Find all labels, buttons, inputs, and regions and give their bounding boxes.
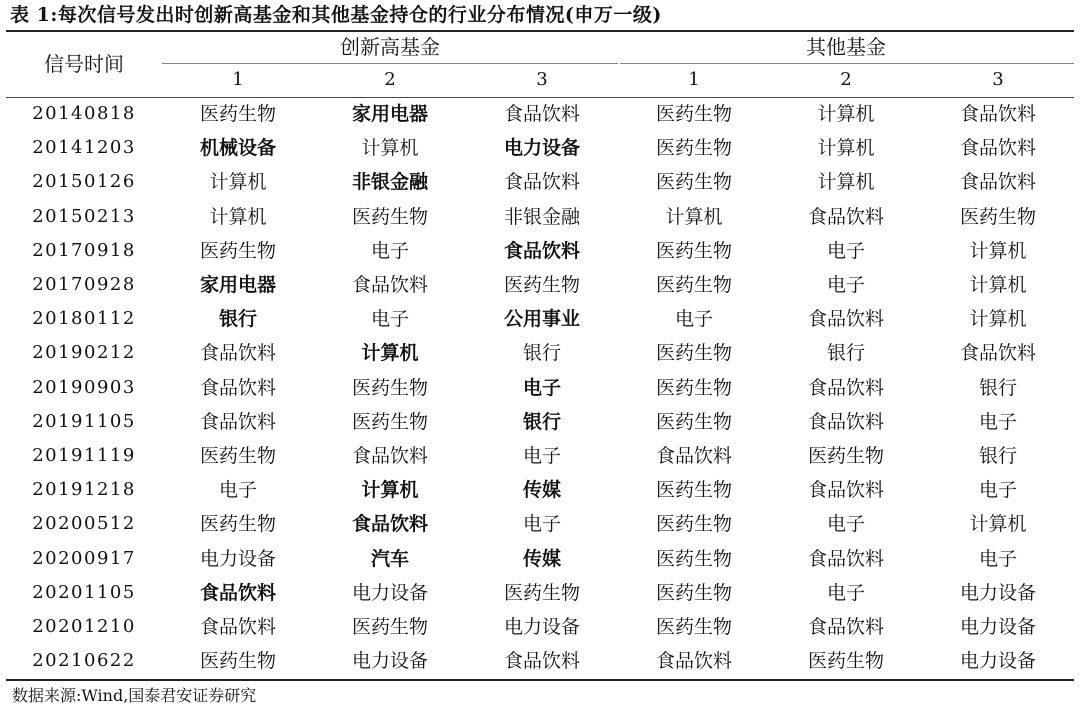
signal-date-cell: 20201210 xyxy=(32,616,136,638)
other-fund-industry-cell: 医药生物 xyxy=(656,103,733,125)
new-high-fund-industry-cell: 食品饮料 xyxy=(351,274,428,297)
signal-date-cell: 20210622 xyxy=(32,650,136,672)
other-fund-industry-cell: 银行 xyxy=(979,445,1018,468)
other-fund-industry-cell: 医药生物 xyxy=(656,410,733,433)
other-fund-industry-cell: 食品饮料 xyxy=(808,205,885,228)
new-high-fund-industry-cell: 食品饮料 xyxy=(351,513,428,536)
other-fund-industry-cell: 医药生物 xyxy=(656,342,733,365)
other-fund-industry-cell: 医药生物 xyxy=(808,445,885,468)
signal-date-cell: 20140818 xyxy=(32,103,136,124)
other-fund-industry-cell: 医药生物 xyxy=(656,376,733,399)
other-fund-industry-cell: 计算机 xyxy=(969,274,1027,297)
table-row xyxy=(6,576,1074,610)
table-row xyxy=(6,473,1074,507)
new-high-fund-industry-cell: 医药生物 xyxy=(351,376,428,399)
other-fund-industry-cell: 食品饮料 xyxy=(808,616,885,639)
other-fund-industry-cell: 食品饮料 xyxy=(960,171,1037,194)
other-fund-industry-cell: 食品饮料 xyxy=(656,445,733,468)
new-high-fund-industry-cell: 计算机 xyxy=(209,171,267,194)
other-fund-industry-cell: 医药生物 xyxy=(656,616,733,639)
other-fund-industry-cell: 电子 xyxy=(979,410,1018,433)
table-row xyxy=(6,165,1074,199)
new-high-fund-industry-cell: 食品饮料 xyxy=(199,616,276,639)
other-fund-industry-cell: 计算机 xyxy=(817,171,875,194)
other-fund-industry-cell: 医药生物 xyxy=(808,650,885,673)
table-row xyxy=(6,234,1074,268)
other-fund-industry-cell: 食品饮料 xyxy=(808,308,885,331)
other-fund-industry-cell: 医药生物 xyxy=(656,137,733,160)
other-fund-industry-cell: 计算机 xyxy=(969,513,1027,536)
other-fund-industry-cell: 电子 xyxy=(827,239,866,262)
other-fund-industry-cell: 计算机 xyxy=(817,137,875,160)
industry-distribution-table xyxy=(6,31,1074,678)
new-high-fund-industry-cell: 食品饮料 xyxy=(351,445,428,468)
new-high-fund-industry-cell: 银行 xyxy=(523,342,562,365)
new-high-fund-industry-cell: 公用事业 xyxy=(504,308,581,331)
other-fund-industry-cell: 医药生物 xyxy=(656,547,733,570)
other-fund-industry-cell: 计算机 xyxy=(665,205,723,228)
new-high-fund-industry-cell: 传媒 xyxy=(523,479,562,502)
new-high-fund-industry-cell: 医药生物 xyxy=(199,445,276,468)
table-row xyxy=(6,439,1074,473)
signal-date-cell: 20141203 xyxy=(32,137,136,159)
new-high-fund-industry-cell: 非银金融 xyxy=(504,205,581,228)
other-fund-industry-cell: 计算机 xyxy=(969,308,1027,331)
new-high-fund-industry-cell: 家用电器 xyxy=(199,274,276,297)
new-high-fund-industry-cell: 医药生物 xyxy=(351,616,428,639)
other-fund-industry-cell: 电力设备 xyxy=(960,650,1037,673)
new-high-fund-industry-cell: 计算机 xyxy=(361,342,419,365)
new-high-fund-industry-cell: 医药生物 xyxy=(199,650,276,673)
other-fund-industry-cell: 医药生物 xyxy=(656,274,733,297)
new-high-fund-industry-cell: 电子 xyxy=(370,308,409,331)
new-high-fund-industry-cell: 汽车 xyxy=(370,547,409,570)
signal-date-cell: 20170928 xyxy=(32,274,136,296)
signal-date-cell: 20150126 xyxy=(32,171,136,193)
other-fund-industry-cell: 电力设备 xyxy=(960,581,1037,604)
header-rank: 2 xyxy=(840,69,852,90)
signal-date-cell: 20200512 xyxy=(32,513,136,535)
new-high-fund-industry-cell: 计算机 xyxy=(361,479,419,502)
new-high-fund-industry-cell: 电子 xyxy=(218,479,257,502)
other-fund-industry-cell: 计算机 xyxy=(817,103,875,125)
header-group-other: 其他基金 xyxy=(806,35,887,59)
signal-date-cell: 20190212 xyxy=(32,342,136,364)
new-high-fund-industry-cell: 食品饮料 xyxy=(504,239,581,262)
table-row xyxy=(6,644,1074,678)
other-fund-industry-cell: 电子 xyxy=(827,581,866,604)
table-row xyxy=(6,507,1074,541)
table-row xyxy=(6,131,1074,165)
other-fund-industry-cell: 电子 xyxy=(979,479,1018,502)
table-row xyxy=(6,542,1074,576)
new-high-fund-industry-cell: 医药生物 xyxy=(351,205,428,228)
other-fund-industry-cell: 医药生物 xyxy=(960,205,1037,228)
new-high-fund-industry-cell: 家用电器 xyxy=(351,103,428,125)
header-rank: 1 xyxy=(232,69,244,90)
other-fund-industry-cell: 医药生物 xyxy=(656,513,733,536)
header-group-new-high: 创新高基金 xyxy=(340,35,440,59)
other-fund-industry-cell: 医药生物 xyxy=(656,171,733,194)
signal-date-cell: 20201105 xyxy=(32,581,136,603)
new-high-fund-industry-cell: 医药生物 xyxy=(199,103,276,125)
header-rank: 3 xyxy=(992,69,1004,90)
signal-date-cell: 20150213 xyxy=(32,205,136,227)
other-fund-industry-cell: 食品饮料 xyxy=(808,376,885,399)
header-rank: 3 xyxy=(536,69,548,90)
new-high-fund-industry-cell: 食品饮料 xyxy=(504,650,581,673)
new-high-fund-industry-cell: 机械设备 xyxy=(199,137,276,160)
new-high-fund-industry-cell: 食品饮料 xyxy=(199,376,276,399)
other-fund-industry-cell: 食品饮料 xyxy=(808,547,885,570)
other-fund-industry-cell: 电子 xyxy=(979,547,1018,570)
new-high-fund-industry-cell: 银行 xyxy=(218,308,257,331)
other-fund-industry-cell: 电子 xyxy=(675,308,714,331)
new-high-fund-industry-cell: 传媒 xyxy=(523,547,562,570)
new-high-fund-industry-cell: 电力设备 xyxy=(351,650,428,673)
new-high-fund-industry-cell: 食品饮料 xyxy=(199,342,276,365)
signal-date-cell: 20191105 xyxy=(32,410,136,432)
new-high-fund-industry-cell: 电子 xyxy=(523,445,562,468)
other-fund-industry-cell: 食品饮料 xyxy=(960,342,1037,365)
other-fund-industry-cell: 医药生物 xyxy=(656,581,733,604)
new-high-fund-industry-cell: 电力设备 xyxy=(504,616,581,639)
header-rank: 2 xyxy=(384,69,396,90)
new-high-fund-industry-cell: 电子 xyxy=(523,376,562,399)
table-bottom-rule xyxy=(6,679,1074,681)
signal-date-cell: 20191119 xyxy=(32,445,136,467)
signal-date-cell: 20190903 xyxy=(32,376,136,398)
other-fund-industry-cell: 食品饮料 xyxy=(960,103,1037,125)
other-fund-industry-cell: 银行 xyxy=(979,376,1018,399)
table-caption: 表 1:每次信号发出时创新高基金和其他基金持仓的行业分布情况(申万一级) xyxy=(10,4,662,26)
signal-date-cell: 20191218 xyxy=(32,479,136,501)
new-high-fund-industry-cell: 食品饮料 xyxy=(199,410,276,433)
header-rank: 1 xyxy=(688,69,700,90)
new-high-fund-industry-cell: 电力设备 xyxy=(199,547,276,570)
table-row xyxy=(6,200,1074,234)
other-fund-industry-cell: 计算机 xyxy=(969,239,1027,262)
table-row xyxy=(6,336,1074,370)
new-high-fund-industry-cell: 医药生物 xyxy=(199,513,276,536)
new-high-fund-industry-cell: 电子 xyxy=(523,513,562,536)
other-fund-industry-cell: 电力设备 xyxy=(960,616,1037,639)
table-row xyxy=(6,97,1074,131)
other-fund-industry-cell: 食品饮料 xyxy=(960,137,1037,160)
table-row xyxy=(6,268,1074,302)
new-high-fund-industry-cell: 医药生物 xyxy=(199,239,276,262)
new-high-fund-industry-cell: 医药生物 xyxy=(351,410,428,433)
other-fund-industry-cell: 电子 xyxy=(827,513,866,536)
other-fund-industry-cell: 食品饮料 xyxy=(808,410,885,433)
new-high-fund-industry-cell: 银行 xyxy=(523,410,562,433)
other-fund-industry-cell: 食品饮料 xyxy=(808,479,885,502)
other-fund-industry-cell: 医药生物 xyxy=(656,479,733,502)
new-high-fund-industry-cell: 非银金融 xyxy=(351,171,428,194)
table-row xyxy=(6,371,1074,405)
new-high-fund-industry-cell: 医药生物 xyxy=(504,581,581,604)
other-fund-industry-cell: 银行 xyxy=(827,342,866,365)
new-high-fund-industry-cell: 计算机 xyxy=(361,137,419,160)
new-high-fund-industry-cell: 医药生物 xyxy=(504,274,581,297)
table-row xyxy=(6,302,1074,336)
other-fund-industry-cell: 医药生物 xyxy=(656,239,733,262)
new-high-fund-industry-cell: 食品饮料 xyxy=(504,171,581,194)
new-high-fund-industry-cell: 食品饮料 xyxy=(199,581,276,604)
table-header xyxy=(6,31,1074,97)
table-row xyxy=(6,405,1074,439)
source-note: 数据来源:Wind,国泰君安证券研究 xyxy=(12,686,257,705)
signal-date-cell: 20200917 xyxy=(32,547,136,569)
new-high-fund-industry-cell: 电力设备 xyxy=(504,137,581,160)
table-row xyxy=(6,610,1074,644)
new-high-fund-industry-cell: 电子 xyxy=(370,239,409,262)
new-high-fund-industry-cell: 电力设备 xyxy=(351,581,428,604)
other-fund-industry-cell: 电子 xyxy=(827,274,866,297)
new-high-fund-industry-cell: 食品饮料 xyxy=(504,103,581,125)
new-high-fund-industry-cell: 计算机 xyxy=(209,205,267,228)
header-signal-time: 信号时间 xyxy=(44,52,124,76)
table-body xyxy=(6,97,1074,678)
signal-date-cell: 20180112 xyxy=(32,308,136,330)
other-fund-industry-cell: 食品饮料 xyxy=(656,650,733,673)
signal-date-cell: 20170918 xyxy=(32,239,136,261)
